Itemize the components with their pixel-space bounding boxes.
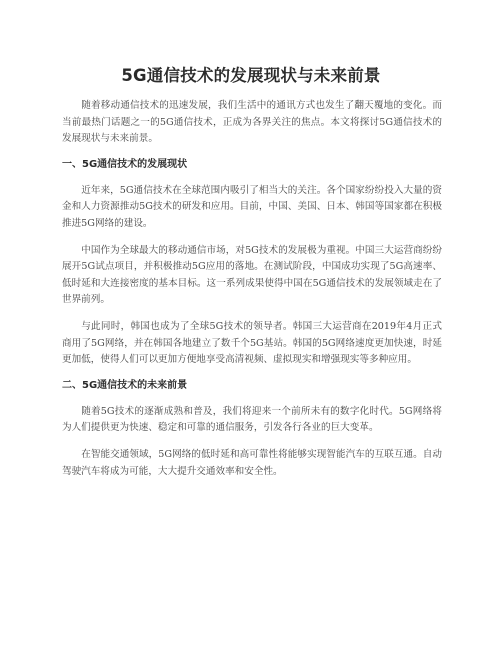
section1-paragraph-3: 与此同时，韩国也成为了全球5G技术的领导者。韩国三大运营商在2019年4月正式商用了5G网络，并在韩国各地建立了数千个5G基站。韩国的5G网络速度更加快速，时延更加低，使得人们可以更加方便地享受高清视频、虚拟现实和增强现实等多种应用。 bbox=[62, 320, 442, 366]
intro-paragraph: 随着移动通信技术的迅速发展，我们生活中的通讯方式也发生了翻天覆地的变化。而当前最热门话题之一的5G通信技术，正成为各界关注的焦点。本文将探讨5G通信技术的发展现状与未来前景。 bbox=[62, 100, 442, 145]
section2-paragraph-1: 随着5G技术的逐渐成熟和普及，我们将迎来一个前所未有的数字化时代。5G网络将为人们提供更为快速、稳定和可靠的通信服务，引发各行各业的巨大变革。 bbox=[62, 405, 442, 434]
section-heading-future-prospects: 二、5G通信技术的未来前景 bbox=[62, 379, 188, 391]
section1-paragraph-2: 中国作为全球最大的移动通信市场，对5G技术的发展极为重视。中国三大运营商纷纷展开5G试点项目，并积极推动5G应用的落地。在测试阶段，中国成功实现了5G高速率、低时延和大连接密度的基本目标。这一系列成果使得中国在5G通信技术的发展领域走在了世界前列。 bbox=[62, 244, 442, 306]
document-body bbox=[62, 98, 442, 490]
section-heading-current-status: 一、5G通信技术的发展现状 bbox=[62, 158, 188, 170]
section1-paragraph-1: 近年来，5G通信技术在全球范围内吸引了相当大的关注。各个国家纷纷投入大量的资金和人力资源推动5G技术的研发和应用。目前，中国、美国、日本、韩国等国家都在积极推进5G网络的建设。 bbox=[62, 184, 442, 229]
document-title: 5G通信技术的发展现状与未来前景 bbox=[121, 66, 381, 85]
section2-paragraph-2: 在智能交通领域，5G网络的低时延和高可靠性将能够实现智能汽车的互联互通。自动驾驶汽车将成为可能，大大提升交通效率和安全性。 bbox=[62, 448, 442, 477]
